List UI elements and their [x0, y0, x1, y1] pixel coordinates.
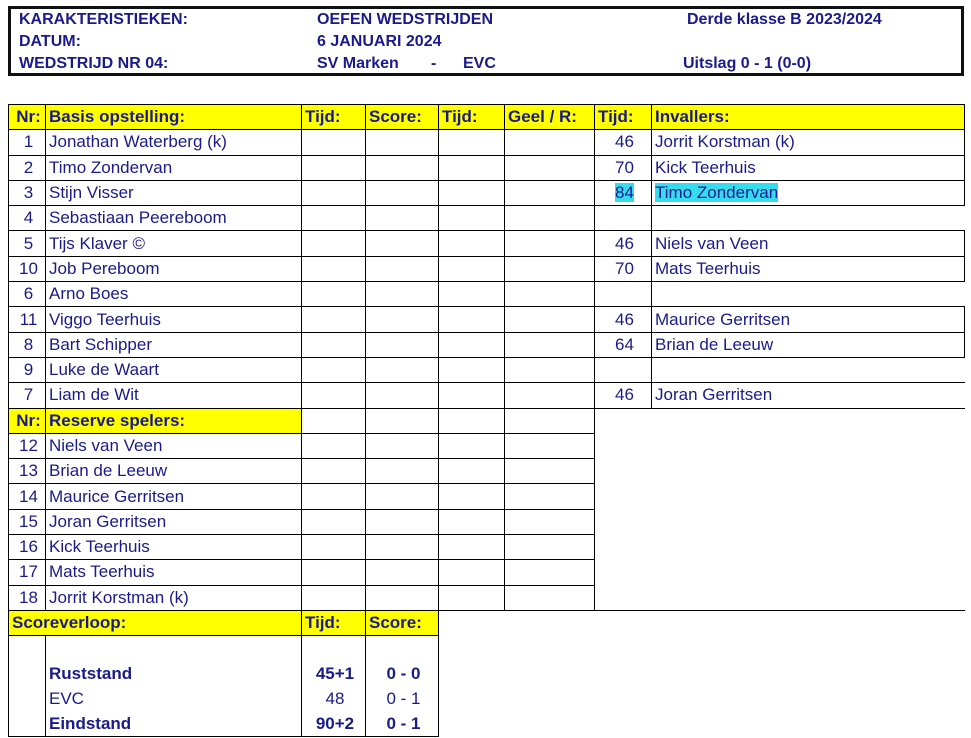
tijd-cell-2 [439, 180, 505, 205]
card-cell [505, 459, 595, 484]
sub-player-name: Niels van Veen [655, 233, 769, 253]
reserve-row [9, 433, 965, 458]
tijd-cell [302, 130, 366, 155]
tijd-cell-2 [439, 433, 505, 458]
player-number: 6 [9, 282, 46, 307]
tijd-cell [302, 408, 366, 433]
tijd-cell [302, 231, 366, 256]
header-score: Score: [366, 105, 439, 130]
card-cell [505, 484, 595, 509]
sub-time-value: 64 [615, 334, 634, 354]
sub-name [652, 256, 965, 281]
score-cell [366, 408, 439, 433]
reserve-number: 18 [9, 585, 46, 610]
score-time: 45+1 [302, 661, 366, 686]
reserve-name: Kick Teerhuis [46, 535, 302, 560]
starter-row [9, 282, 965, 307]
sub-time [595, 256, 652, 281]
blank [439, 661, 965, 686]
starter-row [9, 231, 965, 256]
header-nr: Nr: [9, 105, 46, 130]
reserve-number: 17 [9, 560, 46, 585]
empty-area [595, 509, 965, 534]
sub-time-value: 70 [615, 157, 634, 177]
sub-player-name: Brian de Leeuw [655, 334, 774, 354]
player-number: 9 [9, 357, 46, 382]
empty-area [595, 408, 965, 433]
sub-time-value: 84 [615, 183, 634, 203]
score-header: Scoreverloop: [9, 610, 302, 635]
score-cell [366, 383, 439, 408]
card-cell [505, 180, 595, 205]
tijd-cell-2 [439, 484, 505, 509]
tijd-cell-2 [439, 383, 505, 408]
reserve-row [9, 459, 965, 484]
sub-player-name: Joran Gerritsen [655, 385, 773, 405]
sub-time-value: 46 [615, 385, 634, 405]
card-cell [505, 509, 595, 534]
competition-class: Derde klasse B 2023/2024 [687, 11, 882, 28]
score-value: 0 - 0 [366, 661, 439, 686]
tijd-cell [302, 180, 366, 205]
header-invallers: Invallers: [652, 105, 965, 130]
tijd-cell-2 [439, 459, 505, 484]
sub-name [652, 357, 965, 382]
blank [366, 636, 439, 661]
score-row [9, 661, 965, 686]
reserve-name: Mats Teerhuis [46, 560, 302, 585]
sub-name [652, 206, 965, 231]
starter-row [9, 256, 965, 281]
label-wedstrijd-nr: WEDSTRIJD NR 04: [19, 55, 169, 72]
tijd-cell [302, 307, 366, 332]
sub-time [595, 282, 652, 307]
tijd-cell [302, 535, 366, 560]
tijd-cell [302, 357, 366, 382]
sub-time [595, 383, 652, 408]
score-spacer-row [9, 636, 965, 661]
card-cell [505, 256, 595, 281]
tijd-cell-2 [439, 282, 505, 307]
sub-name [652, 332, 965, 357]
score-row [9, 686, 965, 711]
blank [439, 712, 965, 737]
reserve-number: 13 [9, 459, 46, 484]
player-number: 2 [9, 155, 46, 180]
sub-time-value: 46 [615, 309, 634, 329]
starter-row [9, 180, 965, 205]
score-cell [366, 180, 439, 205]
empty-area [595, 560, 965, 585]
player-name: Liam de Wit [46, 383, 302, 408]
score-cell [366, 231, 439, 256]
player-number: 11 [9, 307, 46, 332]
tijd-cell [302, 560, 366, 585]
score-cell [366, 130, 439, 155]
sub-name [652, 307, 965, 332]
blank [439, 686, 965, 711]
empty-area [595, 459, 965, 484]
score-label: EVC [46, 686, 302, 711]
header-tijd-2: Tijd: [439, 105, 505, 130]
tijd-cell [302, 383, 366, 408]
card-cell [505, 282, 595, 307]
starter-row [9, 307, 965, 332]
reserve-row [9, 535, 965, 560]
reserve-number: 15 [9, 509, 46, 534]
score-cell [366, 282, 439, 307]
player-number: 8 [9, 332, 46, 357]
player-number: 10 [9, 256, 46, 281]
score-cell [366, 155, 439, 180]
reserve-header: Reserve spelers: [46, 408, 302, 433]
tijd-cell-2 [439, 509, 505, 534]
starter-row [9, 332, 965, 357]
player-number: 5 [9, 231, 46, 256]
reserve-number: 14 [9, 484, 46, 509]
score-label: Eindstand [46, 712, 302, 737]
sub-player-name: Maurice Gerritsen [655, 309, 791, 329]
sub-name [652, 180, 965, 205]
tijd-cell [302, 433, 366, 458]
reserve-row [9, 509, 965, 534]
blank [46, 636, 302, 661]
reserve-name: Niels van Veen [46, 433, 302, 458]
blank [9, 712, 46, 737]
sub-player-name: Timo Zondervan [655, 183, 779, 203]
reserve-row [9, 484, 965, 509]
player-name: Job Pereboom [46, 256, 302, 281]
starter-row [9, 383, 965, 408]
player-name: Arno Boes [46, 282, 302, 307]
card-cell [505, 307, 595, 332]
score-value: 0 - 1 [366, 686, 439, 711]
score-time: 90+2 [302, 712, 366, 737]
sub-time-value: 70 [615, 258, 634, 278]
sub-name [652, 155, 965, 180]
tijd-cell-2 [439, 307, 505, 332]
player-name: Sebastiaan Peereboom [46, 206, 302, 231]
reserve-name: Jorrit Korstman (k) [46, 585, 302, 610]
player-number: 4 [9, 206, 46, 231]
score-cell [366, 560, 439, 585]
reserve-header-row [9, 408, 965, 433]
sub-time [595, 231, 652, 256]
sub-time [595, 130, 652, 155]
starter-row [9, 206, 965, 231]
match-header [8, 6, 964, 76]
sub-player-name: Mats Teerhuis [655, 258, 761, 278]
sub-time-value: 46 [615, 233, 634, 253]
reserve-row [9, 585, 965, 610]
empty-area [595, 535, 965, 560]
score-row [9, 712, 965, 737]
tijd-cell [302, 459, 366, 484]
header-tijd-3: Tijd: [595, 105, 652, 130]
tijd-cell [302, 585, 366, 610]
player-number: 3 [9, 180, 46, 205]
reserve-name: Brian de Leeuw [46, 459, 302, 484]
score-score-header: Score: [366, 610, 439, 635]
sub-name [652, 282, 965, 307]
match-date: 6 JANUARI 2024 [317, 33, 442, 50]
card-cell [505, 332, 595, 357]
blank [9, 661, 46, 686]
tijd-cell-2 [439, 206, 505, 231]
score-label: Ruststand [46, 661, 302, 686]
card-cell [505, 560, 595, 585]
starter-row [9, 357, 965, 382]
label-datum: DATUM: [19, 33, 81, 50]
tijd-cell [302, 509, 366, 534]
score-cell [366, 256, 439, 281]
card-cell [505, 130, 595, 155]
card-cell [505, 408, 595, 433]
card-cell [505, 433, 595, 458]
score-cell [366, 509, 439, 534]
sub-name [652, 383, 965, 408]
score-cell [366, 307, 439, 332]
player-name: Viggo Teerhuis [46, 307, 302, 332]
score-cell [366, 357, 439, 382]
team-separator: - [431, 55, 437, 72]
header-tijd: Tijd: [302, 105, 366, 130]
tijd-cell [302, 332, 366, 357]
score-cell [366, 459, 439, 484]
score-cell [366, 585, 439, 610]
card-cell [505, 231, 595, 256]
player-number: 1 [9, 130, 46, 155]
score-time: 48 [302, 686, 366, 711]
score-cell [366, 433, 439, 458]
sub-player-name: Kick Teerhuis [655, 157, 756, 177]
match-result: Uitslag 0 - 1 (0-0) [683, 55, 812, 72]
score-header-row [9, 610, 965, 635]
sub-time [595, 307, 652, 332]
sub-time [595, 180, 652, 205]
score-cell [366, 484, 439, 509]
tijd-cell-2 [439, 585, 505, 610]
reserve-name: Maurice Gerritsen [46, 484, 302, 509]
header-geel: Geel / R: [505, 105, 595, 130]
player-name: Timo Zondervan [46, 155, 302, 180]
blank [439, 610, 965, 635]
empty-area [595, 585, 965, 610]
tijd-cell-2 [439, 535, 505, 560]
tijd-cell [302, 256, 366, 281]
blank [302, 636, 366, 661]
score-value: 0 - 1 [366, 712, 439, 737]
score-cell [366, 535, 439, 560]
reserve-nr-header: Nr: [9, 408, 46, 433]
starter-row [9, 130, 965, 155]
player-name: Jonathan Waterberg (k) [46, 130, 302, 155]
tijd-cell [302, 206, 366, 231]
empty-area [595, 433, 965, 458]
tijd-cell [302, 155, 366, 180]
tijd-cell-2 [439, 231, 505, 256]
match-type: OEFEN WEDSTRIJDEN [317, 11, 494, 28]
tijd-cell-2 [439, 130, 505, 155]
starter-row [9, 155, 965, 180]
reserve-number: 16 [9, 535, 46, 560]
header-basis: Basis opstelling: [46, 105, 302, 130]
blank [9, 686, 46, 711]
player-name: Stijn Visser [46, 180, 302, 205]
sub-time [595, 357, 652, 382]
score-cell [366, 332, 439, 357]
sub-time [595, 332, 652, 357]
card-cell [505, 535, 595, 560]
tijd-cell-2 [439, 155, 505, 180]
player-name: Bart Schipper [46, 332, 302, 357]
sub-time-value: 46 [615, 132, 634, 152]
player-name: Luke de Waart [46, 357, 302, 382]
empty-area [595, 484, 965, 509]
tijd-cell-2 [439, 560, 505, 585]
home-team: SV Marken [317, 55, 399, 72]
reserve-row [9, 560, 965, 585]
tijd-cell-2 [439, 256, 505, 281]
card-cell [505, 206, 595, 231]
sub-name [652, 130, 965, 155]
tijd-cell [302, 282, 366, 307]
player-name: Tijs Klaver © [46, 231, 302, 256]
column-header-row [9, 105, 965, 130]
tijd-cell-2 [439, 332, 505, 357]
card-cell [505, 585, 595, 610]
card-cell [505, 357, 595, 382]
away-team: EVC [463, 55, 496, 72]
sub-time [595, 155, 652, 180]
tijd-cell-2 [439, 357, 505, 382]
sub-player-name: Jorrit Korstman (k) [655, 132, 795, 152]
label-karakteristieken: KARAKTERISTIEKEN: [19, 11, 188, 28]
score-cell [366, 206, 439, 231]
card-cell [505, 155, 595, 180]
tijd-cell [302, 484, 366, 509]
blank [9, 636, 46, 661]
blank [439, 636, 965, 661]
lineup-table [8, 104, 965, 737]
reserve-number: 12 [9, 433, 46, 458]
player-number: 7 [9, 383, 46, 408]
score-tijd-header: Tijd: [302, 610, 366, 635]
tijd-cell-2 [439, 408, 505, 433]
card-cell [505, 383, 595, 408]
reserve-name: Joran Gerritsen [46, 509, 302, 534]
sub-time [595, 206, 652, 231]
sub-name [652, 231, 965, 256]
